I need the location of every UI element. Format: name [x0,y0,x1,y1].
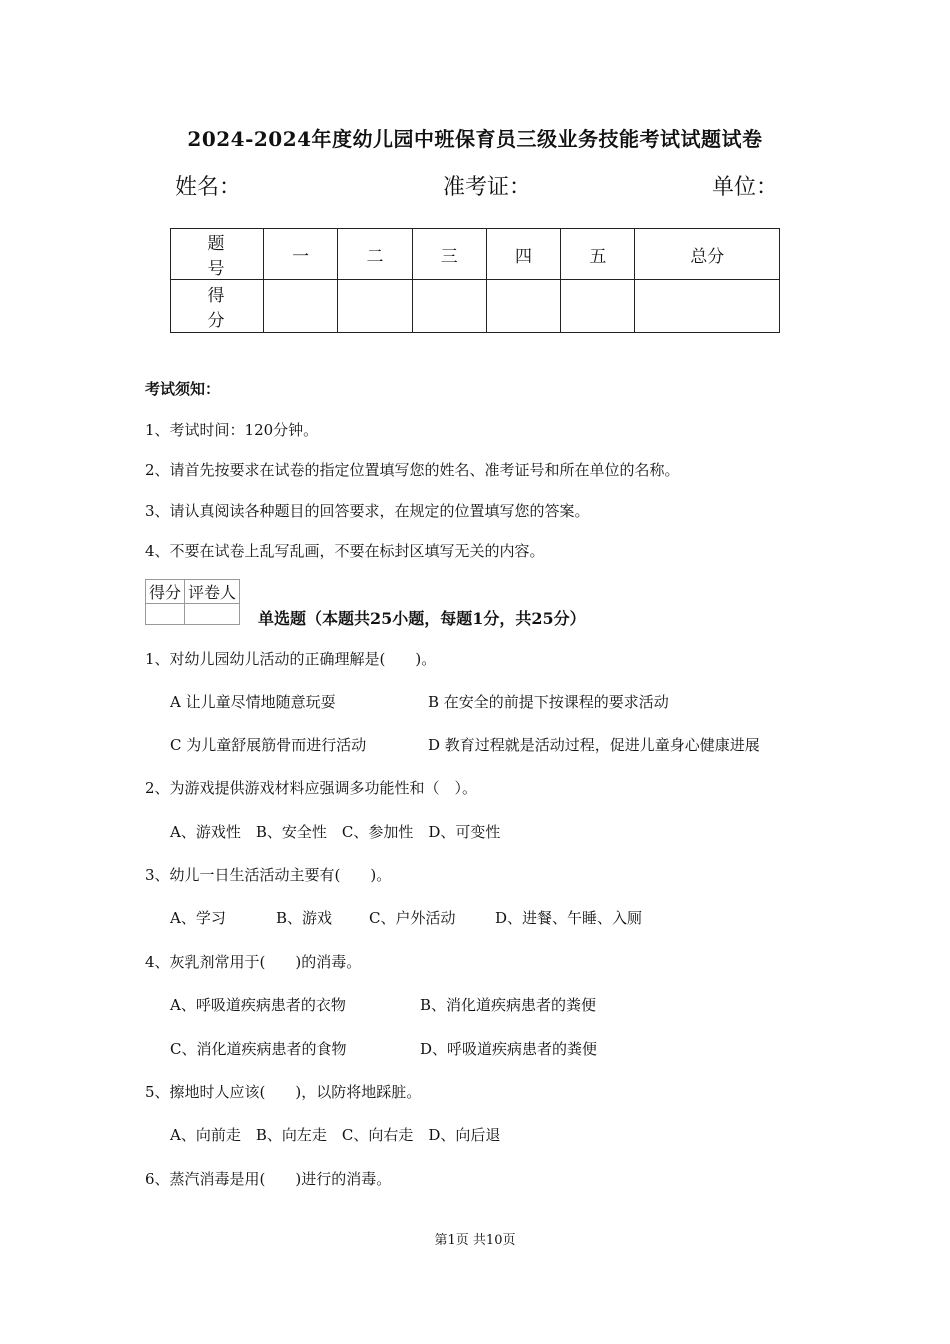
question-stem: 5、擦地时人应该( )，以防将地踩脏。 [145,1083,422,1101]
page-footer: 第1页 共10页 [434,1233,516,1248]
score-cell[interactable] [635,280,780,333]
score-table-header-cell: 总分 [635,229,780,280]
question-option: A、呼吸道疾病患者的衣物 [170,996,346,1014]
section-title: 单选题（本题共25小题，每题1分，共25分） [258,609,586,628]
question-stem: 2、为游戏提供游戏材料应强调多功能性和（ ）。 [145,779,478,797]
question-option: B 在安全的前提下按课程的要求活动 [428,693,669,711]
note-item: 3、请认真阅读各种题目的回答要求，在规定的位置填写您的答案。 [145,502,590,520]
score-cell[interactable] [486,280,560,333]
score-table-header-cell: 二 [338,229,412,280]
candidate-info-row [175,170,780,204]
grader-box [145,579,240,625]
score-table-header-row [171,229,780,280]
score-table-header-cell: 四 [486,229,560,280]
score-cell[interactable] [338,280,412,333]
question-option: C、消化道疾病患者的食物 [170,1040,347,1058]
grader-reviewer-label: 评卷人 [185,580,240,604]
name-label: 姓名： [175,175,242,200]
exam-id-label: 准考证： [443,175,532,200]
score-table-header-cell: 题 号 [171,229,264,280]
grader-score-label: 得分 [146,580,185,604]
question-stem: 3、幼儿一日生活活动主要有( )。 [145,866,392,884]
question-option: A、向前走 B、向左走 C、向右走 D、向后退 [170,1126,501,1144]
question-option: B、消化道疾病患者的粪便 [420,996,597,1014]
question-option: C、户外活动 [369,909,456,927]
question-stem: 4、灰乳剂常用于( )的消毒。 [145,953,362,971]
score-table-score-row [171,280,780,333]
score-row-label: 得 分 [171,280,264,333]
question-option: D、呼吸道疾病患者的粪便 [420,1040,598,1058]
score-table-header-cell: 三 [412,229,486,280]
notes-title: 考试须知： [145,380,221,398]
grader-reviewer-cell[interactable] [185,604,240,625]
score-table [170,228,780,333]
question-stem: 6、蒸汽消毒是用( )进行的消毒。 [145,1170,392,1188]
question-option: A 让儿童尽情地随意玩耍 [170,693,336,711]
note-item: 1、考试时间：120分钟。 [145,421,319,439]
grader-score-cell[interactable] [146,604,185,625]
unit-label: 单位： [712,175,779,200]
score-table-header-cell: 五 [561,229,635,280]
page-title: 2024-2024年度幼儿园中班保育员三级业务技能考试试题试卷 [187,127,763,151]
question-option: D、进餐、午睡、入厕 [495,909,643,927]
score-cell[interactable] [412,280,486,333]
score-table-header-cell: 一 [264,229,338,280]
question-option: B、游戏 [276,909,333,927]
question-stem: 1、对幼儿园幼儿活动的正确理解是( )。 [145,650,437,668]
question-option: C 为儿童舒展筋骨而进行活动 [170,736,367,754]
question-option: D 教育过程就是活动过程，促进儿童身心健康进展 [428,736,760,754]
note-item: 4、不要在试卷上乱写乱画，不要在标封区填写无关的内容。 [145,542,545,560]
score-cell[interactable] [561,280,635,333]
note-item: 2、请首先按要求在试卷的指定位置填写您的姓名、准考证号和所在单位的名称。 [145,461,680,479]
question-option: A、游戏性 B、安全性 C、参加性 D、可变性 [170,823,501,841]
question-option: A、学习 [170,909,226,927]
